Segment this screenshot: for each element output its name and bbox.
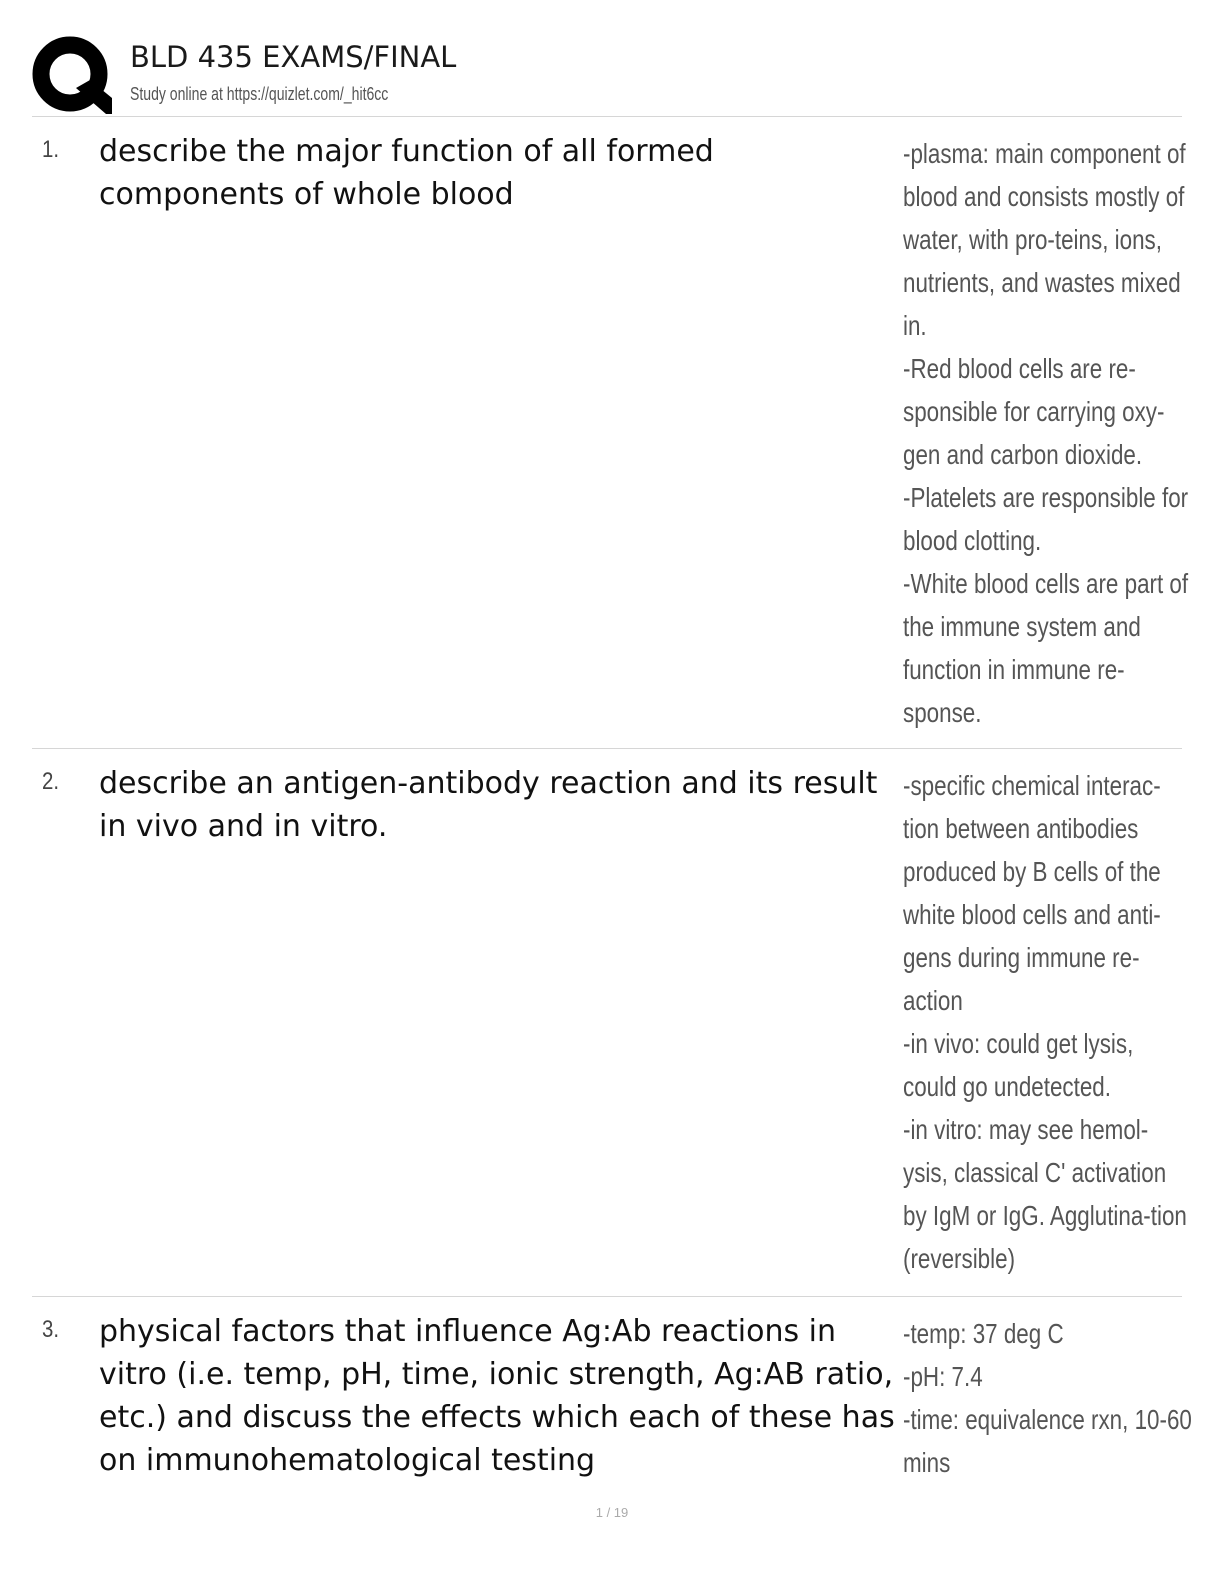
document-header [32,30,1182,116]
card-number: 1. [42,136,60,163]
page-number: 1 / 19 [595,1505,629,1520]
document-title: BLD 435 EXAMS/FINAL [130,40,457,74]
card-number: 2. [42,768,60,795]
card-number: 3. [42,1316,60,1343]
card-term: physical factors that influence Ag:Ab reactions in vitro (i.e. temp, pH, time, ionic strength, Ag:AB ratio, etc.) and discuss the effects which each of these has on immunohematological testing [99,1314,895,1478]
card-definition: -temp: 37 deg C -pH: 7.4 -time: equivalence rxn, 10-60 mins [903,1318,1192,1478]
flashcard-3 [32,1310,1192,1490]
card-definition: -plasma: main component of blood and consists mostly of water, with pro-teins, ions, nutrients, and wastes mixed in. -Red blood cells are re-sponsible for carrying oxy-gen and carbon dioxide. -Platelets are responsible for blood clotting. -White blood cells are part of the immune system and function in immune re-sponse. [903,138,1189,728]
card-term: describe an antigen-antibody reaction and its result in vivo and in vitro. [99,766,878,844]
card-term: describe the major function of all formed components of whole blood [99,134,714,212]
quizlet-logo-icon [32,36,112,116]
study-online-link[interactable]: Study online at https://quizlet.com/_hit6cc [130,84,389,104]
card-divider [32,1296,1182,1297]
card-definition: -specific chemical interac-tion between antibodies produced by B cells of the white blood cells and anti-gens during immune re-action -in vivo: could get lysis, could go undetected. -in vitro: may see hemol-ysis, classical C' activation by IgM or IgG. Agglutina-tion (reversible) [903,770,1187,1274]
header-divider [32,116,1182,117]
flashcard-1 [32,130,1189,748]
card-divider [32,748,1182,749]
flashcard-2 [32,762,1187,1295]
